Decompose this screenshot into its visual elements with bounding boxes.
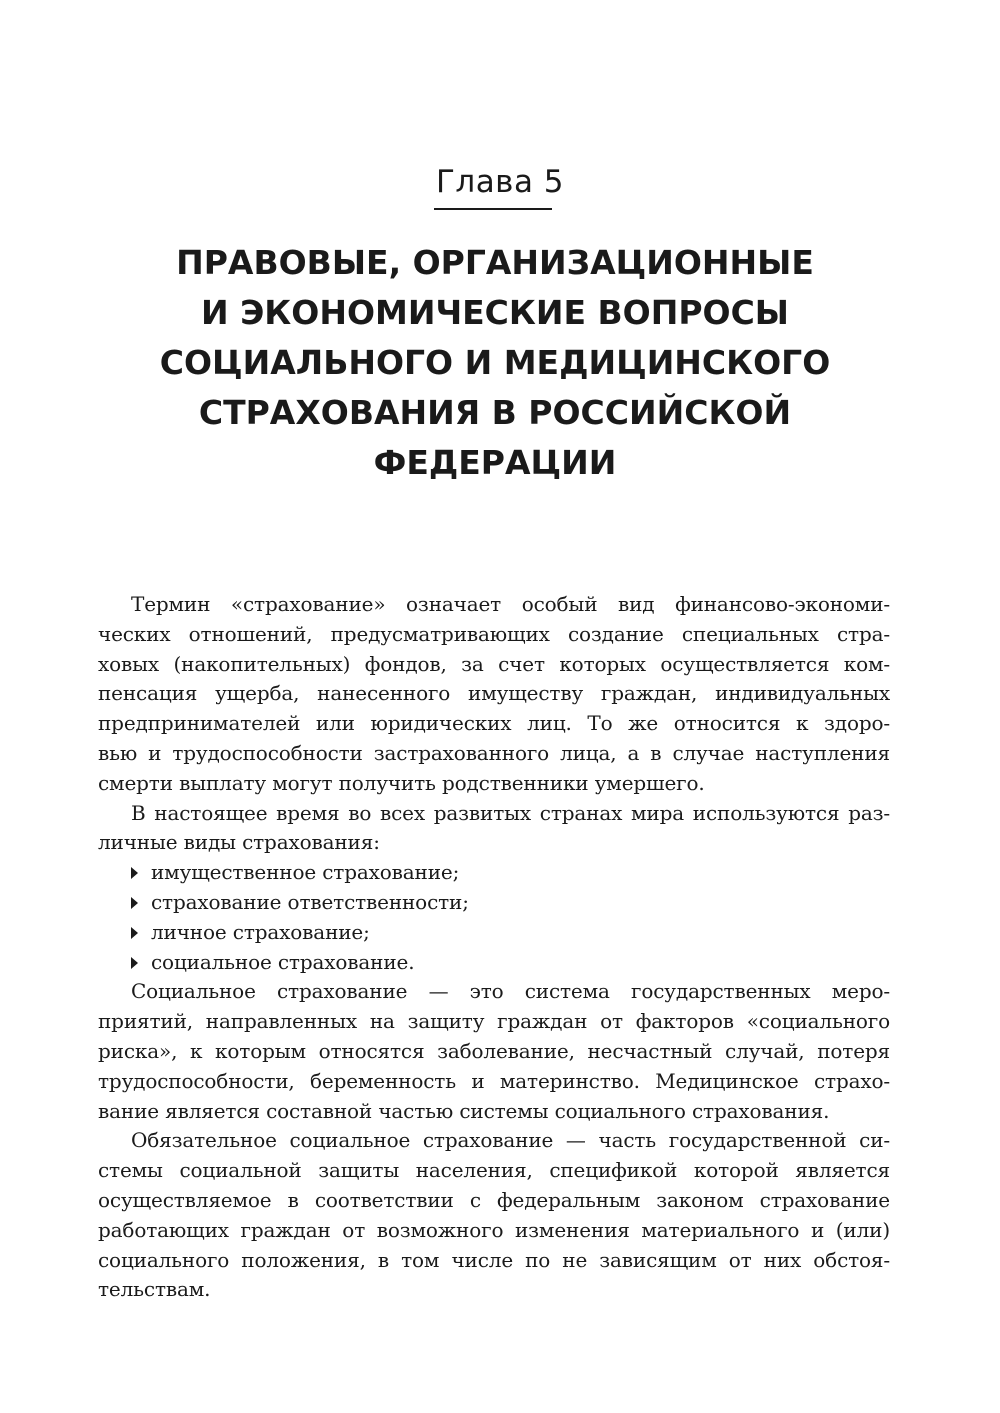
list-item-text: социальное страхование.: [151, 949, 415, 974]
triangle-bullet-icon: [131, 867, 138, 879]
list-item: [98, 948, 890, 978]
triangle-bullet-icon: [131, 897, 138, 909]
list-item: [98, 918, 890, 948]
list-item: [98, 888, 890, 918]
chapter-body: [98, 590, 890, 1305]
paragraph-insurance-definition: [98, 590, 890, 799]
chapter-title-line: И ЭКОНОМИЧЕСКИЕ ВОПРОСЫ: [200, 293, 789, 332]
triangle-bullet-icon: [131, 927, 138, 939]
text-line: предпринимателей или юридических лиц. То же относится к здоро-: [98, 711, 890, 736]
text-line: осуществляемое в соответствии с федеральным законом страхование: [98, 1187, 890, 1212]
text-line: риска», к которым относятся заболевание, несчастный случай, потеря: [98, 1038, 890, 1063]
chapter-title-line: ПРАВОВЫЕ, ОРГАНИЗАЦИОННЫЕ: [176, 243, 814, 282]
text-line: работающих граждан от возможного изменения материального и (или): [98, 1217, 890, 1242]
chapter-title-line: ФЕДЕРАЦИИ: [373, 443, 617, 482]
text-line: приятий, направленных на защиту граждан от факторов «социального: [98, 1009, 890, 1034]
chapter-label: Глава 5: [435, 164, 565, 200]
text-line: трудоспособности, беременность и материнство. Медицинское страхо-: [98, 1068, 890, 1093]
chapter-title-line: СТРАХОВАНИЯ В РОССИЙСКОЙ: [198, 393, 792, 432]
text-line: В настоящее время во всех развитых странах мира используются раз-: [131, 800, 890, 825]
text-line: Термин «страхование» означает особый вид финансово-экономи-: [131, 592, 890, 616]
text-line: Социальное страхование — это система государственных меро-: [131, 979, 890, 1004]
text-line: вание является составной частью системы социального страхования.: [98, 1098, 830, 1123]
paragraph-social-insurance: [98, 977, 890, 1126]
chapter-title: [100, 238, 890, 488]
text-line: тельствам.: [98, 1277, 211, 1302]
text-line: социального положения, в том числе по не зависящим от них обстоя-: [98, 1247, 890, 1272]
paragraph-mandatory-insurance: [98, 1126, 890, 1305]
list-item: [98, 858, 890, 888]
paragraph-insurance-types-intro: [98, 799, 890, 859]
text-line: личные виды страхования:: [98, 830, 380, 855]
triangle-bullet-icon: [131, 957, 138, 969]
insurance-types-list: [98, 858, 890, 977]
text-line: ховых (накопительных) фондов, за счет которых осуществляется ком-: [98, 651, 890, 676]
list-item-text: страхование ответственности;: [151, 889, 469, 914]
text-line: пенсация ущерба, нанесенного имуществу граждан, индивидуальных: [98, 681, 890, 706]
text-line: Обязательное социальное страхование — часть государственной си-: [131, 1128, 890, 1153]
list-item-text: имущественное страхование;: [151, 860, 460, 885]
text-line: ческих отношений, предусматривающих создание специальных стра-: [98, 621, 890, 646]
text-line: вью и трудоспособности застрахованного лица, а в случае наступления: [98, 740, 890, 765]
chapter-underline: [434, 208, 552, 210]
chapter-title-line: СОЦИАЛЬНОГО И МЕДИЦИНСКОГО: [159, 343, 831, 382]
list-item-text: личное страхование;: [151, 919, 370, 944]
text-line: стемы социальной защиты населения, спецификой которой является: [98, 1158, 890, 1183]
text-line: смерти выплату могут получить родственники умершего.: [98, 770, 705, 795]
